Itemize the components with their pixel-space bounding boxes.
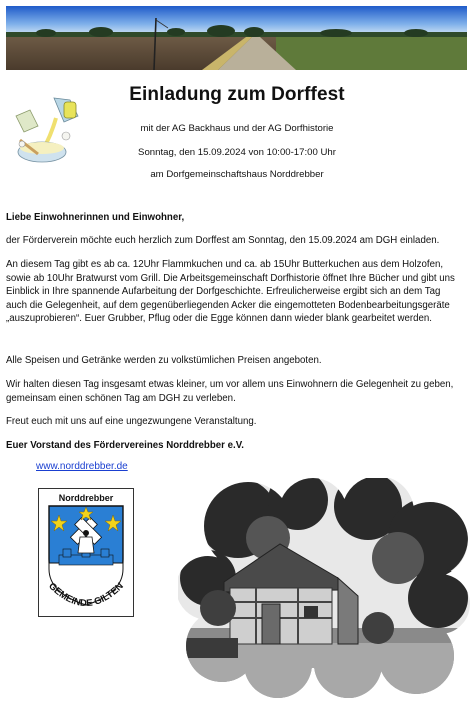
paragraph-prices: Alle Speisen und Getränke werden zu volkstümlichen Preisen angeboten. <box>6 355 322 366</box>
crest-bottom-text: GEMEINDE GILTEN <box>46 580 126 610</box>
subtitle-date-time: Sonntag, den 15.09.2024 von 10:00-17:00 Uhr <box>138 147 336 158</box>
backhaus-photo <box>178 478 470 698</box>
paragraph-closing: Freut euch mit uns auf eine ungezwungene Veranstaltung. <box>6 416 257 427</box>
paragraph-program: An diesem Tag gibt es ab ca. 12Uhr Flammkuchen und ca. ab 15Uhr Butterkuchen aus dem Holzofen, sowie ab 10Uhr Bratwurst vom Grill. Die Arbeitsgemeinschaft Dorfhistorie öffnet Ihre Bücher und gibt uns Einblick in Ihre spannende Aufarbeitung der Dorfgeschichte. Erfreulicherweise ergibt sich an dem Tag auch die Gelegenheit, auf dem gegenüberliegenden Acker die eingemotteten Bodenbearbeitungsgeräte „auszuprobieren“. Euer Grubber, Pflug oder die Egge können dann wieder blank gearbeitet werden. <box>6 259 455 325</box>
subtitle-organizers: mit der AG Backhaus und der AG Dorfhistorie <box>140 123 334 134</box>
paragraph-invitation: der Förderverein möchte euch herzlich zum Dorffest am Sonntag, den 15.09.2024 am DGH einladen. <box>6 235 440 246</box>
page-title: Einladung zum Dorffest <box>129 84 345 105</box>
crest-top-text: Norddrebber <box>58 493 114 503</box>
municipality-crest <box>38 488 134 617</box>
paragraph-purpose: Wir halten diesen Tag insgesamt etwas kleiner, um vor allem uns Einwohnern die Gelegenheit zu geben, gemeinsam einen schönen Tag am DGH zu verleben. <box>6 379 454 404</box>
salutation: Liebe Einwohnerinnen und Einwohner, <box>6 212 185 223</box>
signature: Euer Vorstand des Fördervereines Norddrebber e.V. <box>6 440 244 451</box>
baking-ingredients-icon <box>12 96 84 172</box>
banner-landscape-image <box>6 6 467 70</box>
website-link[interactable]: www.norddrebber.de <box>36 461 128 472</box>
subtitle-location: am Dorfgemeinschaftshaus Norddrebber <box>150 169 324 180</box>
